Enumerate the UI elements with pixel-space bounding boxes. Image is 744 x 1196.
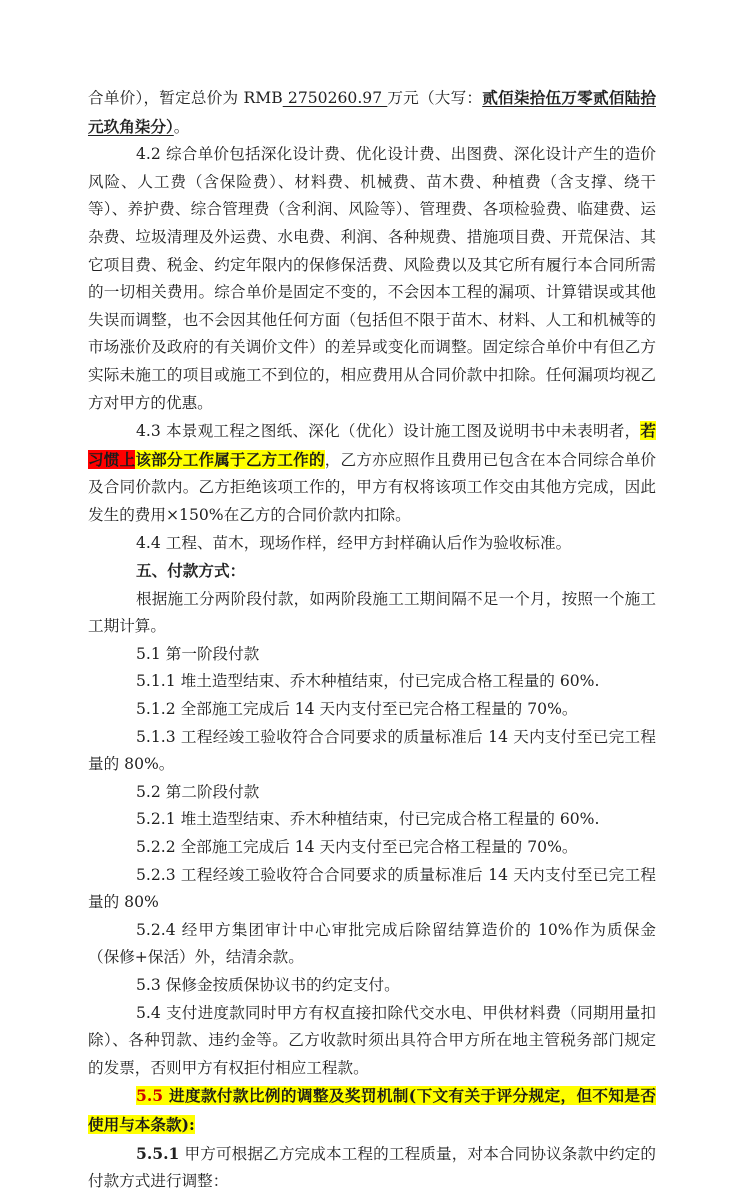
text-run: 4.3 本景观工程之图纸、深化（优化）设计施工图及说明书中未表明者， <box>136 422 641 441</box>
text-run: 5.2.2 全部施工完成后 14 天内支付至已完合格工程量的 70%。 <box>136 838 578 857</box>
clause-5-2 <box>88 779 656 807</box>
text-run: 甲方可根据乙方完成本工程的工程质量，对本合同协议条款中约定的付款方式进行调整： <box>88 1144 656 1191</box>
payment-intro <box>88 586 656 641</box>
clause-5-1-3 <box>88 724 656 779</box>
text-run: 5.5.1 <box>136 1143 180 1163</box>
text-run: 5.2.3 工程经竣工验收符合合同要求的质量标准后 14 天内支付至已完工程量的 80% <box>88 865 656 912</box>
text-run: 习惯上 <box>88 449 136 469</box>
clause-5-3 <box>88 972 656 1000</box>
text-run: 5.1.3 工程经竣工验收符合合同要求的质量标准后 14 天内支付至已完工程量的 80%。 <box>88 727 656 774</box>
clause-5-2-3 <box>88 862 656 917</box>
text-run: 5.2.4 经甲方集团审计中心审批完成后除留结算造价的 10%作为质保金（保修+保活）外，结清余款。 <box>88 920 656 967</box>
text-run: 万元（大写： <box>387 89 483 107</box>
text-run: 5.1.2 全部施工完成后 14 天内支付至已完合格工程量的 70%。 <box>136 700 578 719</box>
text-run: 4.4 工程、苗木，现场作样，经甲方封样确认后作为验收标准。 <box>136 533 572 552</box>
continuation-total-price <box>88 84 656 141</box>
text-run: 该部分工作属于乙方工作的 <box>135 449 325 469</box>
text-run: 5.4 支付进度款同时甲方有权直接扣除代交水电、甲供材料费（同期用量扣除）、各种罚款、违约金等。乙方收款时须出具符合甲方所在地主管税务部门规定的发票，否则甲方有权拒付相应工程款。 <box>88 1003 656 1077</box>
clause-5-1-2 <box>88 696 656 724</box>
text-run: 贰佰柒拾伍万零贰佰陆拾元玖角柒分） <box>88 88 656 136</box>
text-run: 。 <box>173 117 190 136</box>
clause-5-2-2 <box>88 834 656 862</box>
text-run: 5.1 第一阶段付款 <box>136 644 260 663</box>
text-run: 2750260.97 <box>282 89 388 107</box>
text-run: 若 <box>640 421 656 441</box>
clause-4-3 <box>88 417 656 529</box>
text-run: 5.5 <box>136 1086 164 1106</box>
text-run: 进度款付款比例的调整及奖罚机制(下文有关于评分规定，但不知是否使用与本条款): <box>88 1086 656 1134</box>
text-run: 4.2 综合单价包括深化设计费、优化设计费、出图费、深化设计产生的造价风险、人工费（含保险费）、材料费、机械费、苗木费、种植费（含支撑、绕干等）、养护费、综合管理费（含利润、风险等）、管理费、各项检验费、临建费、运杂费、垃圾清理及外运费、水电费、利润、各种规费、措施项目费、开荒保洁、其它项目费、税金、约定年限内的保修保活费、风险费以及其它所有履行本合同所需的一切相关费用。综合单价是固定不变的，不会因本工程的漏项、计算错误或其他失误而调整，也不会因其他任何方面（包括但不限于苗木、材料、人工和机械等的市场涨价及政府的有关调价文件）的差异或变化而调整。固定综合单价中有但乙方实际未施工的项目或施工不到位的，相应费用从合同价款中扣除。任何漏项均视乙方对甲方的优惠。 <box>88 145 656 412</box>
text-run: 5.2.1 堆土造型结束、乔木种植结束，付已完成合格工程量的 60%. <box>136 810 600 829</box>
text-run: ，乙方亦应照作且费用已包含在本合同综合单价及合同价款内。乙方拒绝该项工作的，甲方有权将该项工作交由其他方完成，因此发生的费用×150%在乙方的合同价款内扣除。 <box>88 450 656 524</box>
clause-5-4 <box>88 1000 656 1083</box>
text-run: 根据施工分两阶段付款，如两阶段施工工期间隔不足一个月，按照一个施工工期计算。 <box>88 589 656 636</box>
text-run: 5.3 保修金按质保协议书的约定支付。 <box>136 976 400 994</box>
clause-4-4 <box>88 530 656 558</box>
text-run: 5.2 第二阶段付款 <box>136 782 260 801</box>
clause-5-5 <box>88 1082 656 1139</box>
clause-5-2-4 <box>88 917 656 972</box>
text-run: 合单价），暂定总价为 RMB <box>88 89 283 107</box>
clause-5-2-1 <box>88 806 656 834</box>
clause-5-1-1 <box>88 668 656 696</box>
clause-4-2 <box>88 141 656 417</box>
clause-5-5-1 <box>88 1140 656 1196</box>
text-run: 五、付款方式： <box>136 561 246 581</box>
clause-5-1 <box>88 641 656 669</box>
contract-text-body <box>88 84 656 1196</box>
section-5-heading <box>88 557 656 586</box>
text-run: 5.1.1 堆土造型结束、乔木种植结束，付已完成合格工程量的 60%. <box>136 672 600 691</box>
